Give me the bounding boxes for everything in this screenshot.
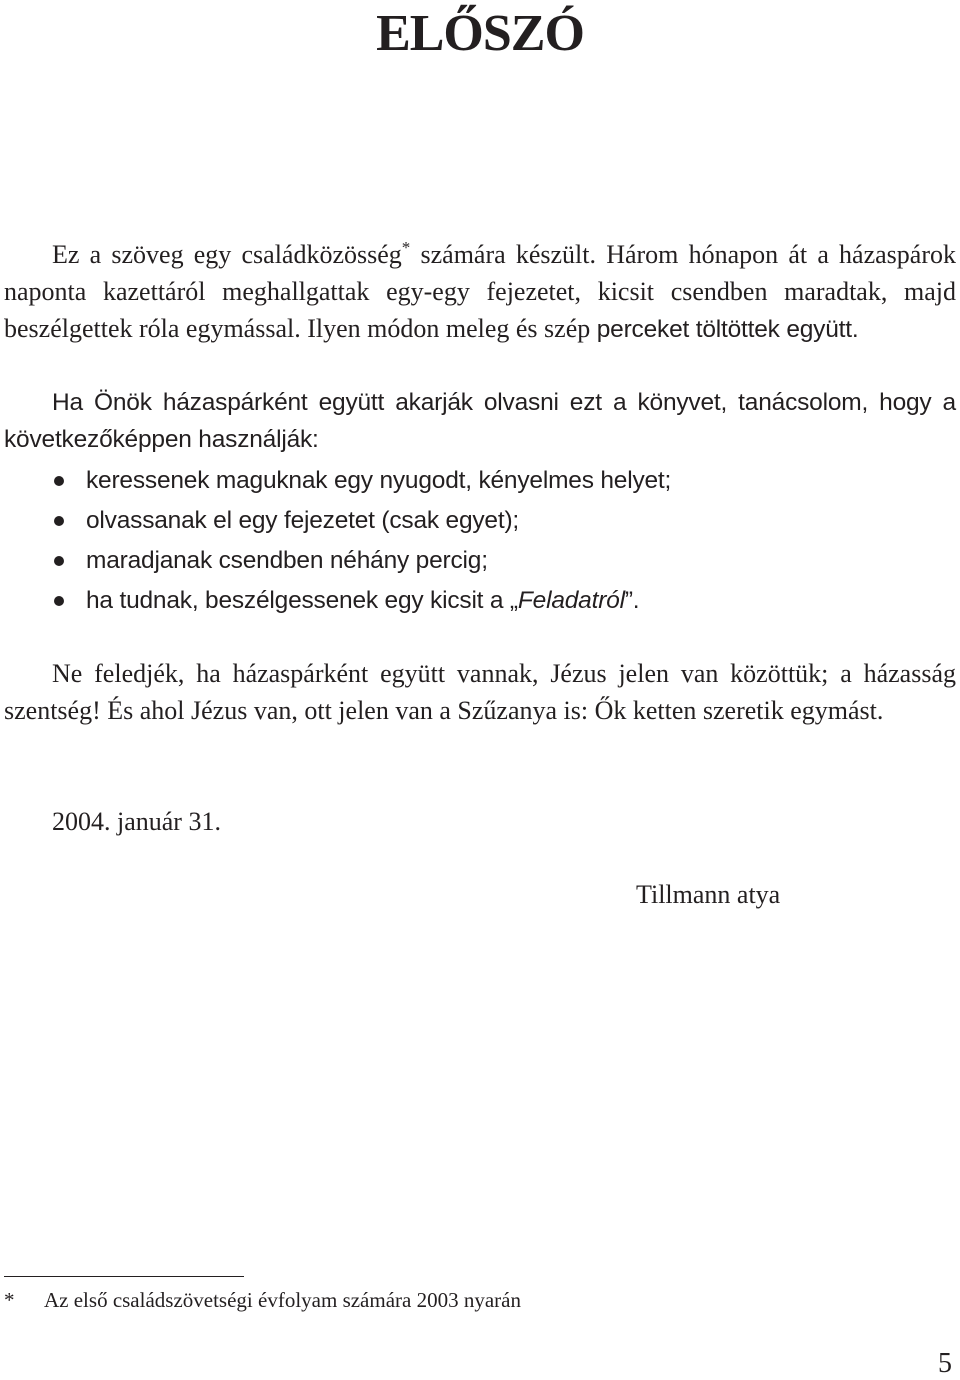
list-item (0, 542, 960, 582)
list-item-text-end: ”. (624, 587, 640, 614)
intro-text-middle: számára készült. Három hónapon át a házaspárok naponta kazettáról meghallgattak egy-egy fejezetet, kicsit csendben maradtak, majd beszélgettek róla egymással. Ilyen módon meleg és szép (4, 240, 956, 343)
closing-paragraph (4, 655, 956, 729)
page-number: 5 (938, 1348, 952, 1379)
usage-paragraph (4, 384, 956, 458)
footnote-reference: * (401, 238, 411, 257)
list-item-text: keressenek maguknak egy nyugodt, kényelmes helyet; (86, 467, 672, 494)
list-item-text: maradjanak csendben néhány percig; (86, 547, 488, 574)
bullet-icon (54, 596, 64, 606)
usage-text: Ha Önök házaspárként együtt akarják olvasni ezt a könyvet, tanácsolom, hogy a következőképpen használják: (4, 389, 956, 453)
intro-text-start: Ez a szöveg egy családközösség (52, 240, 402, 269)
footnote-mark: * (4, 1288, 15, 1312)
bullet-icon (54, 516, 64, 526)
list-item-text: olvassanak el egy fejezetet (csak egyet); (86, 507, 520, 534)
signature: Tillmann atya (636, 880, 781, 909)
page-title: ELŐSZÓ (376, 5, 584, 62)
list-item (0, 502, 960, 542)
footnote-text: Az első családszövetségi évfolyam számára 2003 nyarán (44, 1288, 521, 1312)
closing-text: Ne feledjék, ha házaspárként együtt vannak, Jézus jelen van közöttük; a házasság szentség! És ahol Jézus van, ott jelen van a Szűzanya is: Ők ketten szeretik egymást. (4, 659, 956, 725)
footnote (4, 1286, 521, 1314)
date-line: 2004. január 31. (52, 807, 221, 836)
list-item (0, 582, 960, 622)
bullet-icon (54, 476, 64, 486)
instruction-list (0, 462, 960, 622)
footnote-divider (4, 1276, 244, 1277)
list-item-text: ha tudnak, beszélgessenek egy kicsit a „ (86, 587, 518, 614)
list-item (0, 462, 960, 502)
intro-paragraph (4, 236, 956, 348)
bullet-icon (54, 556, 64, 566)
list-item-italic-text: Feladatról (517, 587, 625, 614)
intro-text-end: perceket töltöttek együtt. (596, 316, 859, 343)
